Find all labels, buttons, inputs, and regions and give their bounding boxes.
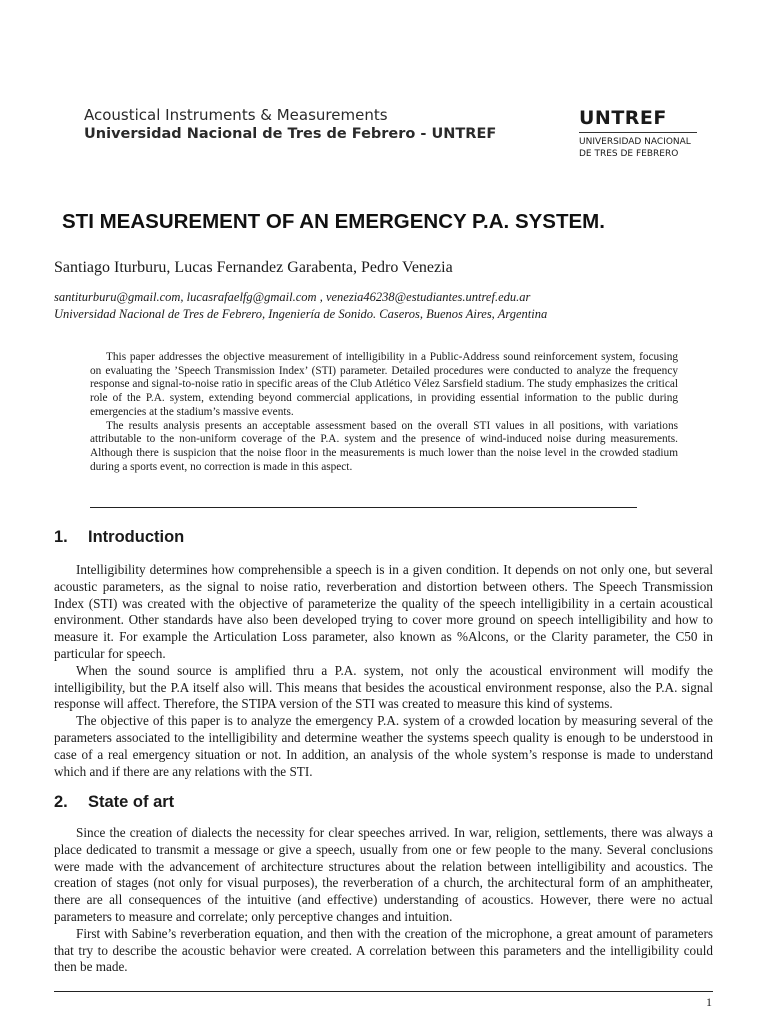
section-title: Introduction <box>88 528 185 546</box>
footer-divider <box>54 991 713 992</box>
course-title: Acoustical Instruments & Measurements <box>84 106 388 124</box>
author-affiliation: Universidad Nacional de Tres de Febrero, Ingeniería de Sonido. Caseros, Buenos Aires, Argentina <box>54 307 548 321</box>
section-body-state-of-art <box>54 825 713 976</box>
abstract-paragraph: The results analysis presents an acceptable assessment based on the overall STI values in all positions, with variations attributable to the non-uniform coverage of the P.A. system and the presence of wind-induced noise during measurements. Although there is suspicion that the noise floor in the measurements is much lower than the noise level in the crowded stadium during a sports event, no correction is made in this aspect. <box>90 419 678 473</box>
body-paragraph: Intelligibility determines how comprehensible a speech is in a given condition. It depends on not only one, but several acoustic parameters, as the signal to noise ratio, reverberation and distortion between others. The Speech Transmission Index (STI) was created with the objective of parameterize the quality of the speech intelligibility in a certain acoustical environment. Other standards have also been developed trying to cover more ground on speech intelligibility and how to measure it. For example the Articulation Loss parameter, also known as %Alcons, or the Clarity parameter, the C50 in particular for speech. <box>54 562 713 661</box>
logo-divider <box>579 132 697 133</box>
section-number: 2. <box>54 793 68 811</box>
section-body-introduction <box>54 562 713 780</box>
university-name: Universidad Nacional de Tres de Febrero - UNTREF <box>84 126 497 142</box>
body-paragraph: When the sound source is amplified thru a P.A. system, not only the acoustical environment will modify the intelligibility, but the P.A itself also will. This means that besides the acoustical environment response, also the P.A. signal response will affect. Therefore, the STIPA version of the STI was created to measure this kind of systems. <box>54 662 713 712</box>
section-heading-introduction <box>54 528 184 547</box>
author-list: Santiago Iturburu, Lucas Fernandez Garabenta, Pedro Venezia <box>54 259 453 276</box>
section-number: 1. <box>54 528 68 546</box>
abstract-paragraph: This paper addresses the objective measurement of intelligibility in a Public-Address sound reinforcement system, focusing on evaluating the ’Speech Transmission Index’ (STI) parameter. Detailed procedures were conducted to analyze the frequency response and signal-to-noise ratio in specific areas of the Club Atlético Vélez Sarsfield stadium. The study emphasizes the critical role of the P.A. system, extending beyond commercial applications, in providing essential information to the public during emergencies at the stadium’s massive events. <box>90 351 678 418</box>
body-paragraph: Since the creation of dialects the necessity for clear speeches arrived. In war, religion, settlements, there was always a place dedicated to transmit a message or give a speech, usually from one or few people to the many. Several conclusions were made with the advancement of architecture structures about the relation between intelligibility and acoustics. The creation of stages (not only for visual purposes), the reverberation of a church, the architectural form of an amphitheater, there are all consequences of the intuitive (and effective) understanding of acoustics. However, there were no actual parameters to measure and correlate; only perceptive changes and intuition. <box>54 825 713 924</box>
body-paragraph: First with Sabine’s reverberation equation, and then with the creation of the microphone, a great amount of parameters that try to describe the acoustic behavior were created. A correlation between this parameters and the intelligibility could then be made. <box>54 925 713 975</box>
body-paragraph: The objective of this paper is to analyze the emergency P.A. system of a crowded location by measuring several of the parameters associated to the intelligibility and determine weather the systems speech quality is enough to be understood in case of a real emergency situation or not. In addition, an analysis of the whole system’s response is made to understand which and if there are any relations with the STI. <box>54 713 713 779</box>
section-heading-state-of-art <box>54 793 174 812</box>
logo-subtitle-2: DE TRES DE FEBRERO <box>579 149 679 159</box>
author-emails: santiturburu@gmail.com, lucasrafaelfg@gmail.com , venezia46238@estudiantes.untref.edu.ar <box>54 290 531 304</box>
page-number: 1 <box>706 995 712 1009</box>
untref-logo <box>579 107 697 160</box>
abstract <box>90 351 678 474</box>
paper-title: STI MEASUREMENT OF AN EMERGENCY P.A. SYSTEM. <box>62 210 605 233</box>
logo-subtitle-1: UNIVERSIDAD NACIONAL <box>579 137 691 147</box>
logo-wordmark: UNTREF <box>579 107 667 129</box>
abstract-divider <box>90 507 637 508</box>
section-title: State of art <box>88 793 175 811</box>
